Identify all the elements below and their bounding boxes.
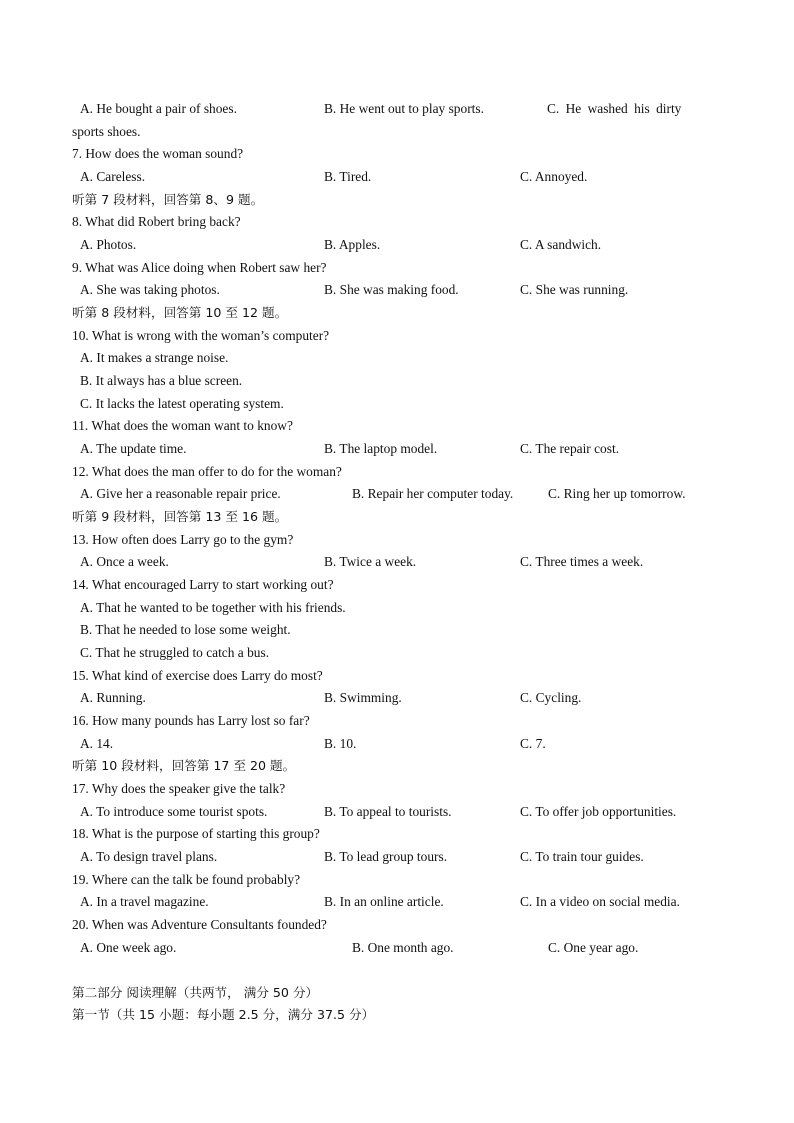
q17-option-a: A. To introduce some tourist spots. [80, 804, 268, 819]
q20-option-a: A. One week ago. [80, 940, 177, 955]
q15-option-a: A. Running. [80, 690, 146, 705]
q14-option-a: A. That he wanted to be together with his friends. [80, 600, 346, 615]
q10-question: 10. What is wrong with the woman’s computer? [72, 328, 330, 343]
part2-section1-title: 第一节（共 15 小题：每小题 2.5 分，满分 37.5 分） [72, 1007, 375, 1022]
q17-option-b: B. To appeal to tourists. [324, 804, 452, 819]
q13-option-b: B. Twice a week. [324, 554, 417, 569]
q12-option-a: A. Give her a reasonable repair price. [80, 486, 281, 501]
q9-option-a: A. She was taking photos. [80, 282, 220, 297]
q14-option-b: B. That he needed to lose some weight. [80, 622, 291, 637]
q10-option-b: B. It always has a blue screen. [80, 373, 243, 388]
q11-option-a: A. The update time. [80, 441, 187, 456]
q18-option-a: A. To design travel plans. [80, 849, 218, 864]
q17-option-c: C. To offer job opportunities. [520, 804, 677, 819]
q19-option-a: A. In a travel magazine. [80, 894, 209, 909]
q14-question: 14. What encouraged Larry to start working out? [72, 577, 334, 592]
q15-question: 15. What kind of exercise does Larry do most? [72, 668, 323, 683]
q19-option-c: C. In a video on social media. [520, 894, 680, 909]
q13-option-a: A. Once a week. [80, 554, 169, 569]
q16-option-b: B. 10. [324, 736, 357, 751]
q18-option-b: B. To lead group tours. [324, 849, 448, 864]
q12-option-b: B. Repair her computer today. [352, 486, 514, 501]
q7-option-a: A. Careless. [80, 169, 146, 184]
q8-option-a: A. Photos. [80, 237, 137, 252]
q15-option-b: B. Swimming. [324, 690, 402, 705]
q11-question: 11. What does the woman want to know? [72, 418, 293, 433]
q19-option-b: B. In an online article. [324, 894, 444, 909]
q13-question: 13. How often does Larry go to the gym? [72, 532, 294, 547]
q20-option-c: C. One year ago. [548, 940, 639, 955]
q12-option-c: C. Ring her up tomorrow. [548, 486, 686, 501]
q6-option-c-continued: sports shoes. [72, 124, 141, 139]
q10-option-c: C. It lacks the latest operating system. [80, 396, 284, 411]
q6-option-a: A. He bought a pair of shoes. [80, 101, 237, 116]
q17-question: 17. Why does the speaker give the talk? [72, 781, 286, 796]
section-instruction-7: 听第 7 段材料，回答第 8、9 题。 [72, 192, 264, 207]
q11-option-c: C. The repair cost. [520, 441, 620, 456]
q20-option-b: B. One month ago. [352, 940, 454, 955]
q7-option-c: C. Annoyed. [520, 169, 588, 184]
q14-option-c: C. That he struggled to catch a bus. [80, 645, 270, 660]
q11-option-b: B. The laptop model. [324, 441, 438, 456]
q6-option-b: B. He went out to play sports. [324, 101, 484, 116]
q8-option-b: B. Apples. [324, 237, 381, 252]
q16-option-a: A. 14. [80, 736, 114, 751]
q16-option-c: C. 7. [520, 736, 546, 751]
q10-option-a: A. It makes a strange noise. [80, 350, 229, 365]
q8-option-c: C. A sandwich. [520, 237, 602, 252]
section-instruction-8: 听第 8 段材料，回答第 10 至 12 题。 [72, 305, 288, 320]
q20-question: 20. When was Adventure Consultants founded? [72, 917, 327, 932]
q6-option-c: C. He washed his dirty [547, 101, 682, 116]
q12-question: 12. What does the man offer to do for the woman? [72, 464, 342, 479]
q16-question: 16. How many pounds has Larry lost so far? [72, 713, 310, 728]
q9-option-c: C. She was running. [520, 282, 629, 297]
q15-option-c: C. Cycling. [520, 690, 582, 705]
q8-question: 8. What did Robert bring back? [72, 214, 241, 229]
q9-option-b: B. She was making food. [324, 282, 459, 297]
q9-question: 9. What was Alice doing when Robert saw her? [72, 260, 327, 275]
q18-question: 18. What is the purpose of starting this group? [72, 826, 320, 841]
q19-question: 19. Where can the talk be found probably? [72, 872, 301, 887]
section-instruction-9: 听第 9 段材料，回答第 13 至 16 题。 [72, 509, 288, 524]
section-instruction-10: 听第 10 段材料，回答第 17 至 20 题。 [72, 758, 296, 773]
q13-option-c: C. Three times a week. [520, 554, 644, 569]
q7-option-b: B. Tired. [324, 169, 372, 184]
part2-title: 第二部分 阅读理解（共两节， 满分 50 分） [72, 985, 319, 1000]
q7-question: 7. How does the woman sound? [72, 146, 244, 161]
q18-option-c: C. To train tour guides. [520, 849, 644, 864]
